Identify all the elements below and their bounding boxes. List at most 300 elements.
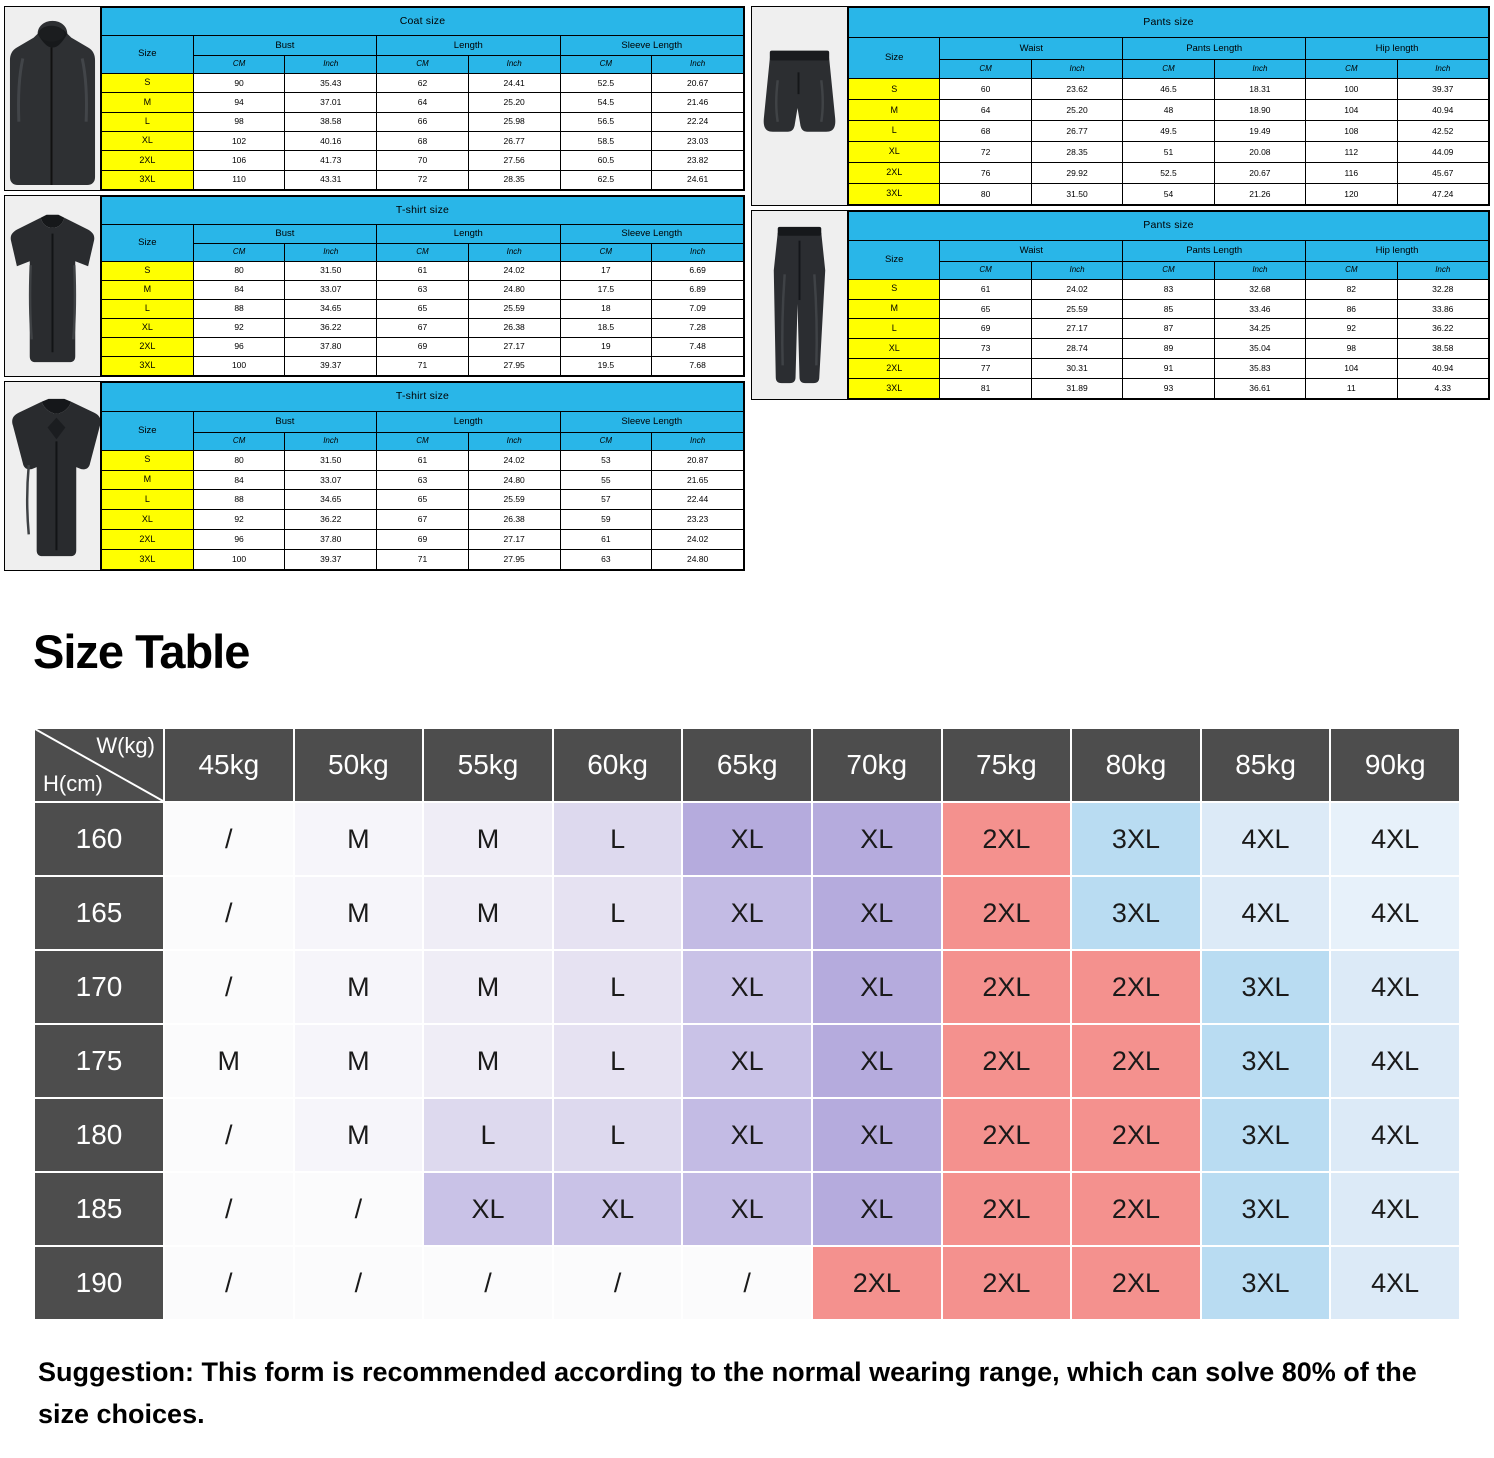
weight-header: 50kg [294, 728, 424, 802]
group-bust: Bust [193, 411, 376, 432]
size-recommendation-cell: L [553, 876, 683, 950]
cell: 35.43 [285, 73, 377, 92]
unit-cm: CM [193, 56, 285, 74]
cell: 98 [1306, 339, 1397, 359]
cell: 38.58 [285, 112, 377, 131]
unit-cm: CM [193, 432, 285, 450]
cell: 27.17 [468, 337, 560, 356]
table-group-row [102, 224, 744, 244]
size-recommendation-cell: XL [812, 802, 942, 876]
cell: 7.09 [652, 299, 744, 318]
size-header: Size [849, 240, 940, 279]
unit-inch: Inch [1214, 60, 1305, 79]
cell: 41.73 [285, 151, 377, 170]
cell: 33.86 [1397, 299, 1488, 319]
size-label: S [849, 79, 940, 100]
table-row [102, 318, 744, 337]
size-recommendation-cell: / [294, 1246, 424, 1320]
size-label: L [849, 121, 940, 142]
group-waist: Waist [940, 38, 1123, 60]
cell: 39.37 [285, 550, 377, 570]
size-label: 2XL [849, 163, 940, 184]
size-recommendation-cell: 3XL [1201, 950, 1331, 1024]
cell: 62 [377, 73, 469, 92]
cell: 28.35 [468, 170, 560, 189]
cell: 24.80 [468, 470, 560, 490]
cell: 33.07 [285, 280, 377, 299]
size-label: M [849, 299, 940, 319]
unit-cm: CM [377, 432, 469, 450]
cell: 29.92 [1031, 163, 1122, 184]
size-recommendation-cell: L [423, 1098, 553, 1172]
cell: 24.80 [652, 550, 744, 570]
height-weight-size-grid [33, 727, 1461, 1321]
cell: 84 [193, 280, 285, 299]
size-recommendation-cell: 4XL [1330, 876, 1460, 950]
cell: 46.5 [1123, 79, 1214, 100]
cell: 67 [377, 318, 469, 337]
cell: 47.24 [1397, 184, 1488, 205]
table-row [102, 356, 744, 375]
size-label: XL [102, 131, 194, 150]
size-recommendation-cell: / [164, 876, 294, 950]
cell: 64 [377, 93, 469, 112]
cell: 81 [940, 379, 1031, 399]
height-header: 180 [34, 1098, 164, 1172]
height-header: 170 [34, 950, 164, 1024]
cell: 25.59 [1031, 299, 1122, 319]
cell: 59 [560, 510, 652, 530]
cell: 64 [940, 100, 1031, 121]
size-header: Size [849, 38, 940, 79]
cell: 37.80 [285, 530, 377, 550]
size-label: 2XL [849, 359, 940, 379]
size-recommendation-cell: XL [682, 1098, 812, 1172]
group-bust: Bust [193, 224, 376, 244]
leggings-table-title: Pants size [849, 212, 1489, 241]
height-header: 160 [34, 802, 164, 876]
size-recommendation-cell: / [553, 1246, 683, 1320]
cell: 24.41 [468, 73, 560, 92]
cell: 61 [377, 261, 469, 280]
cell: 104 [1306, 359, 1397, 379]
cell: 48 [1123, 100, 1214, 121]
cell: 84 [193, 470, 285, 490]
cell: 23.82 [652, 151, 744, 170]
cell: 18.90 [1214, 100, 1305, 121]
grid-row [34, 1098, 1460, 1172]
cell: 102 [193, 131, 285, 150]
grid-header [34, 728, 1460, 802]
size-recommendation-cell: M [294, 1098, 424, 1172]
cell: 66 [377, 112, 469, 131]
table-title-row [849, 8, 1489, 38]
weight-header: 80kg [1071, 728, 1201, 802]
product-size-tables [0, 0, 1494, 570]
table-unit-row [102, 56, 744, 74]
weight-header: 75kg [942, 728, 1072, 802]
cell: 63 [377, 470, 469, 490]
size-recommendation-cell: 4XL [1330, 802, 1460, 876]
size-recommendation-cell: 3XL [1201, 1246, 1331, 1320]
size-label: 3XL [102, 550, 194, 570]
cell: 62.5 [560, 170, 652, 189]
size-recommendation-cell: 3XL [1201, 1098, 1331, 1172]
cell: 34.65 [285, 490, 377, 510]
unit-cm: CM [193, 244, 285, 261]
table-unit-row [102, 432, 744, 450]
grid-row [34, 1024, 1460, 1098]
table-row [102, 93, 744, 112]
size-recommendation-cell: / [294, 1172, 424, 1246]
size-label: M [102, 470, 194, 490]
size-recommendation-cell: 2XL [1071, 1024, 1201, 1098]
group-sleeve: Sleeve Length [560, 36, 743, 56]
coat-size-table [101, 7, 744, 190]
cell: 30.31 [1031, 359, 1122, 379]
cell: 31.89 [1031, 379, 1122, 399]
cell: 32.28 [1397, 279, 1488, 299]
cell: 63 [560, 550, 652, 570]
unit-inch: Inch [652, 432, 744, 450]
size-recommendation-cell: 2XL [1071, 1246, 1201, 1320]
leggings-size-table-wrap [848, 211, 1489, 399]
size-recommendation-cell: 2XL [942, 802, 1072, 876]
cell: 18 [560, 299, 652, 318]
unit-cm: CM [560, 244, 652, 261]
cell: 82 [1306, 279, 1397, 299]
grid-row [34, 1172, 1460, 1246]
cell: 36.22 [285, 510, 377, 530]
size-recommendation-cell: 4XL [1201, 802, 1331, 876]
cell: 43.31 [285, 170, 377, 189]
size-label: L [102, 490, 194, 510]
cell: 92 [1306, 319, 1397, 339]
group-sleeve: Sleeve Length [560, 411, 743, 432]
size-recommendation-cell: XL [682, 1172, 812, 1246]
cell: 54 [1123, 184, 1214, 205]
size-recommendation-cell: / [164, 1172, 294, 1246]
cell: 73 [940, 339, 1031, 359]
cell: 72 [377, 170, 469, 189]
size-label: 3XL [102, 170, 194, 189]
group-pants-length: Pants Length [1123, 240, 1306, 261]
cell: 52.5 [1123, 163, 1214, 184]
tshirt-long-size-table-wrap [101, 382, 744, 570]
table-row [102, 490, 744, 510]
coat-size-block [4, 6, 745, 191]
unit-inch: Inch [285, 56, 377, 74]
size-recommendation-cell: XL [812, 1172, 942, 1246]
cell: 67 [377, 510, 469, 530]
table-row [102, 510, 744, 530]
cell: 71 [377, 550, 469, 570]
size-recommendation-cell: / [423, 1246, 553, 1320]
table-row [849, 359, 1489, 379]
table-row [849, 142, 1489, 163]
size-label: XL [849, 142, 940, 163]
cell: 49.5 [1123, 121, 1214, 142]
cell: 61 [560, 530, 652, 550]
group-pants-length: Pants Length [1123, 38, 1306, 60]
size-label: 2XL [102, 530, 194, 550]
cell: 76 [940, 163, 1031, 184]
size-recommendation-cell: XL [812, 876, 942, 950]
size-header: Size [102, 224, 194, 261]
cell: 19.5 [560, 356, 652, 375]
cell: 54.5 [560, 93, 652, 112]
cell: 55 [560, 470, 652, 490]
cell: 7.68 [652, 356, 744, 375]
size-recommendation-cell: XL [423, 1172, 553, 1246]
size-label: 3XL [849, 379, 940, 399]
height-header: 165 [34, 876, 164, 950]
cell: 93 [1123, 379, 1214, 399]
page-title: Size Table [33, 625, 250, 678]
cell: 26.38 [468, 510, 560, 530]
cell: 87 [1123, 319, 1214, 339]
cell: 39.37 [285, 356, 377, 375]
size-recommendation-cell: XL [812, 1098, 942, 1172]
table-row [102, 261, 744, 280]
size-recommendation-cell: M [423, 802, 553, 876]
unit-inch: Inch [652, 56, 744, 74]
unit-inch: Inch [285, 244, 377, 261]
cell: 36.22 [1397, 319, 1488, 339]
cell: 52.5 [560, 73, 652, 92]
weight-header: 45kg [164, 728, 294, 802]
cell: 38.58 [1397, 339, 1488, 359]
size-header: Size [102, 411, 194, 450]
unit-cm: CM [560, 56, 652, 74]
leggings-size-block [751, 210, 1490, 400]
cell: 60 [940, 79, 1031, 100]
table-row [849, 163, 1489, 184]
short-sleeve-shirt-photo [5, 196, 101, 376]
cell: 36.22 [285, 318, 377, 337]
cell: 19 [560, 337, 652, 356]
unit-inch: Inch [1214, 261, 1305, 279]
size-recommendation-cell: 3XL [1071, 876, 1201, 950]
table-row [102, 151, 744, 170]
cell: 4.33 [1397, 379, 1488, 399]
tshirt-long-table-title: T-shirt size [102, 383, 744, 412]
cell: 20.67 [652, 73, 744, 92]
cell: 110 [193, 170, 285, 189]
grid-header-row [34, 728, 1460, 802]
size-recommendation-cell: 2XL [942, 876, 1072, 950]
cell: 20.87 [652, 450, 744, 470]
cell: 35.04 [1214, 339, 1305, 359]
group-waist: Waist [940, 240, 1123, 261]
size-recommendation-cell: M [164, 1024, 294, 1098]
cell: 37.01 [285, 93, 377, 112]
size-label: L [102, 299, 194, 318]
cell: 89 [1123, 339, 1214, 359]
table-row [102, 131, 744, 150]
size-recommendation-cell: M [294, 950, 424, 1024]
table-row [849, 299, 1489, 319]
cell: 6.69 [652, 261, 744, 280]
unit-cm: CM [560, 432, 652, 450]
cell: 61 [377, 450, 469, 470]
table-row [102, 299, 744, 318]
unit-inch: Inch [285, 432, 377, 450]
cell: 27.56 [468, 151, 560, 170]
size-recommendation-cell: 2XL [1071, 950, 1201, 1024]
cell: 34.25 [1214, 319, 1305, 339]
cell: 40.94 [1397, 359, 1488, 379]
size-label: S [849, 279, 940, 299]
shorts-photo [752, 7, 848, 205]
size-recommendation-cell: / [682, 1246, 812, 1320]
cell: 56.5 [560, 112, 652, 131]
cell: 6.89 [652, 280, 744, 299]
cell: 27.17 [1031, 319, 1122, 339]
size-label: L [849, 319, 940, 339]
cell: 27.17 [468, 530, 560, 550]
group-length: Length [377, 411, 560, 432]
cell: 108 [1306, 121, 1397, 142]
cell: 24.61 [652, 170, 744, 189]
cell: 17 [560, 261, 652, 280]
cell: 98 [193, 112, 285, 131]
cell: 96 [193, 530, 285, 550]
table-title-row [102, 197, 744, 225]
height-header: 175 [34, 1024, 164, 1098]
cell: 24.02 [652, 530, 744, 550]
cell: 21.65 [652, 470, 744, 490]
group-bust: Bust [193, 36, 376, 56]
cell: 28.35 [1031, 142, 1122, 163]
group-hip-length: Hip length [1306, 38, 1489, 60]
unit-cm: CM [940, 261, 1031, 279]
weight-header: 65kg [682, 728, 812, 802]
table-row [849, 121, 1489, 142]
unit-cm: CM [1306, 60, 1397, 79]
cell: 19.49 [1214, 121, 1305, 142]
table-group-row [102, 411, 744, 432]
cell: 34.65 [285, 299, 377, 318]
cell: 25.20 [468, 93, 560, 112]
size-recommendation-cell: / [164, 950, 294, 1024]
table-row [102, 470, 744, 490]
size-label: S [102, 73, 194, 92]
group-sleeve: Sleeve Length [560, 224, 743, 244]
cell: 86 [1306, 299, 1397, 319]
table-row [849, 379, 1489, 399]
size-label: S [102, 261, 194, 280]
cell: 23.03 [652, 131, 744, 150]
table-row [849, 319, 1489, 339]
table-title-row [849, 212, 1489, 241]
long-sleeve-shirt-photo [5, 382, 101, 570]
table-row [102, 112, 744, 131]
tshirt-long-size-block [4, 381, 745, 571]
coat-table-title: Coat size [102, 8, 744, 36]
size-label: M [102, 93, 194, 112]
cell: 22.44 [652, 490, 744, 510]
cell: 24.02 [468, 261, 560, 280]
size-recommendation-cell: / [164, 1246, 294, 1320]
size-recommendation-cell: M [423, 1024, 553, 1098]
size-recommendation-cell: XL [682, 1024, 812, 1098]
size-recommendation-cell: XL [682, 876, 812, 950]
table-row [849, 100, 1489, 121]
unit-cm: CM [1123, 261, 1214, 279]
table-title-row [102, 8, 744, 36]
size-recommendation-cell: / [164, 802, 294, 876]
group-length: Length [377, 224, 560, 244]
table-row [102, 530, 744, 550]
table-unit-row [102, 244, 744, 261]
size-recommendation-cell: 2XL [1071, 1098, 1201, 1172]
size-recommendation-cell: L [553, 950, 683, 1024]
weight-header: 90kg [1330, 728, 1460, 802]
weight-header: 70kg [812, 728, 942, 802]
cell: 18.31 [1214, 79, 1305, 100]
cell: 25.59 [468, 490, 560, 510]
size-recommendation-cell: M [423, 950, 553, 1024]
right-column [751, 6, 1490, 570]
cell: 25.20 [1031, 100, 1122, 121]
cell: 26.77 [468, 131, 560, 150]
coat-size-table-wrap [101, 7, 744, 190]
unit-cm: CM [377, 244, 469, 261]
cell: 77 [940, 359, 1031, 379]
shorts-table-title: Pants size [849, 8, 1489, 38]
cell: 65 [377, 490, 469, 510]
table-unit-row [849, 60, 1489, 79]
cell: 39.37 [1397, 79, 1488, 100]
cell: 23.23 [652, 510, 744, 530]
cell: 35.83 [1214, 359, 1305, 379]
cell: 40.16 [285, 131, 377, 150]
size-recommendation-cell: 4XL [1330, 950, 1460, 1024]
table-row [849, 339, 1489, 359]
table-row [849, 79, 1489, 100]
size-recommendation-cell: 2XL [942, 1172, 1072, 1246]
unit-inch: Inch [468, 244, 560, 261]
shorts-size-table-wrap [848, 7, 1489, 205]
size-recommendation-cell: L [553, 802, 683, 876]
size-recommendation-cell: 3XL [1201, 1024, 1331, 1098]
height-header: 190 [34, 1246, 164, 1320]
tshirt-short-size-block [4, 195, 745, 377]
size-label: S [102, 450, 194, 470]
cell: 60.5 [560, 151, 652, 170]
size-recommendation-cell: 4XL [1201, 876, 1331, 950]
cell: 91 [1123, 359, 1214, 379]
leggings-photo [752, 211, 848, 399]
grid-row [34, 1246, 1460, 1320]
cell: 80 [193, 450, 285, 470]
tshirt-long-size-table [101, 382, 744, 570]
cell: 32.68 [1214, 279, 1305, 299]
size-recommendation-cell: XL [682, 950, 812, 1024]
size-label: XL [102, 510, 194, 530]
cell: 26.38 [468, 318, 560, 337]
cell: 21.46 [652, 93, 744, 112]
cell: 116 [1306, 163, 1397, 184]
size-label: M [102, 280, 194, 299]
table-group-row [849, 38, 1489, 60]
cell: 92 [193, 510, 285, 530]
unit-inch: Inch [1031, 60, 1122, 79]
cell: 24.80 [468, 280, 560, 299]
cell: 85 [1123, 299, 1214, 319]
height-header: 185 [34, 1172, 164, 1246]
